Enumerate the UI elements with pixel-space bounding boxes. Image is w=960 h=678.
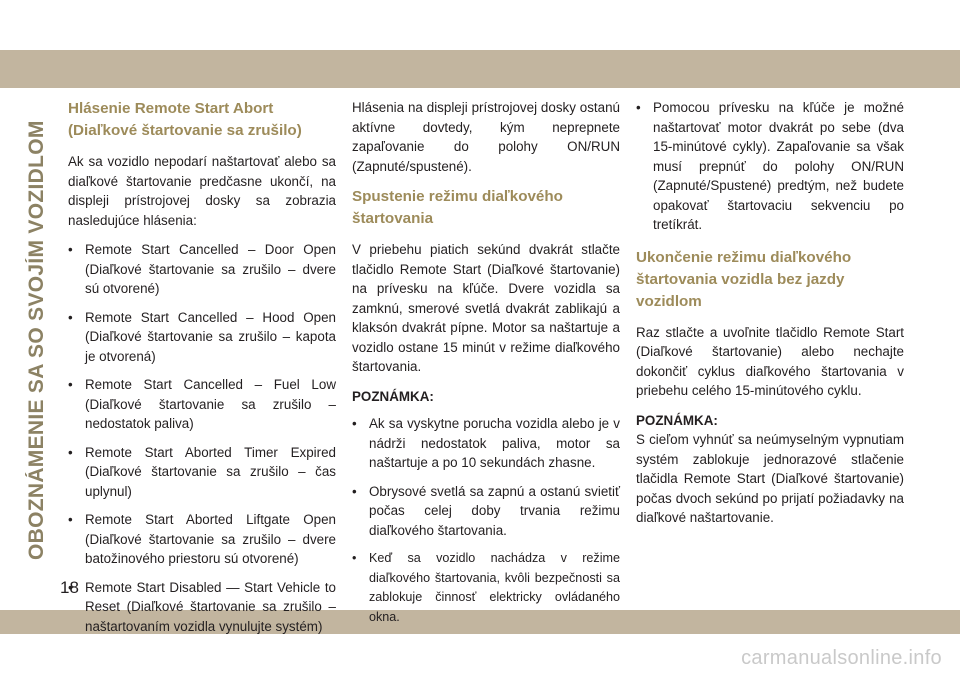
- abort-message-list: [68, 240, 336, 636]
- heading-end-remote-mode: Ukončenie režimu diaľkového štartovania vozidla bez jazdy vozidlom: [636, 248, 852, 310]
- heading-start-remote-mode: Spustenie režimu diaľkového štartovania: [352, 188, 563, 227]
- watermark-text: carmanualsonline.info: [741, 647, 942, 669]
- intro-paragraph: Ak sa vozidlo nepodarí naštartovať alebo sa diaľkové štartovanie predčasne ukončí, na displeji prístrojovej dosky sa zobrazia nasledujúce hlásenia:: [68, 154, 336, 228]
- list-item: • Obrysové svetlá sa zapnú a ostanú svietiť počas celej doby trvania režimu diaľkového štartovania.: [352, 482, 620, 541]
- column-2: [352, 98, 620, 636]
- list-item: • Remote Start Cancelled – Door Open (Diaľkové štartovanie sa zrušilo – dvere sú otvorené): [68, 240, 336, 299]
- messages-paragraph: Hlásenia na displeji prístrojovej dosky ostanú aktívne dovtedy, kým neprepnete zapaľovanie do polohy ON/RUN (Zapnuté/spustené).: [352, 100, 620, 174]
- list-item: • Ak sa vyskytne porucha vozidla alebo je v nádrži nedostatok paliva, motor sa naštartuje a po 10 sekundách zhasne.: [352, 414, 620, 473]
- list-item: • Keď sa vozidlo nachádza v režime diaľkového štartovania, kvôli bezpečnosti sa zablokuje činnosť elektricky ovládaného okna.: [352, 549, 620, 627]
- section-sidebar-title: OBOZNÁMENIE SA SO SVOJÍM VOZIDLOM: [25, 120, 48, 560]
- list-item: • Remote Start Disabled — Start Vehicle to Reset (Diaľkové štartovanie sa zrušilo – naštartovaním vozidla vynulujte systém): [68, 578, 336, 637]
- start-cycle-list: [636, 98, 904, 235]
- list-item: • Pomocou prívesku na kľúče je možné naštartovať motor dvakrát po sebe (dva 15-minútové cykly). Zapaľovanie sa však musí prepnúť do polohy ON/RUN (Zapnuté/Spustené) predtým, než budete opakovať štartovaciu sekvenciu po tretíkrát.: [636, 98, 904, 235]
- end-instructions-paragraph: Raz stlačte a uvoľnite tlačidlo Remote Start (Diaľkové štartovanie) alebo nechajte dokončiť cyklus diaľkového štartovania v priebehu celého 15-minútového cyklu.: [636, 324, 904, 398]
- start-instructions-paragraph: V priebehu piatich sekúnd dvakrát stlačte tlačidlo Remote Start (Diaľkové štartovanie) na prívesku na kľúče. Dvere vozidla sa zamknú, smerové svetlá dvakrát zablikajú a klaksón dvakrát pípne. Motor sa naštartuje a vozidlo ostane 15 minút v režime diaľkového štartovania.: [352, 242, 620, 374]
- column-1: [68, 98, 336, 645]
- note-label: POZNÁMKA:: [636, 412, 718, 428]
- list-item: • Remote Start Aborted Liftgate Open (Diaľkové štartovanie sa zrušilo – dvere batožinového priestoru sú otvorené): [68, 510, 336, 569]
- list-item: • Remote Start Cancelled – Fuel Low (Diaľkové štartovanie sa zrušilo – nedostatok paliva): [68, 375, 336, 434]
- note-list: [352, 414, 620, 627]
- note-paragraph: S cieľom vyhnúť sa neúmyselným vypnutiam systém zablokuje jednorazové stlačenie tlačidla Remote Start (Diaľkové štartovanie) počas dvoch sekúnd po prijatí požiadavky na diaľkové naštartovanie.: [636, 432, 904, 525]
- column-3: [636, 98, 904, 538]
- note-label: POZNÁMKA:: [352, 388, 434, 404]
- list-item: • Remote Start Aborted Timer Expired (Diaľkové štartovanie sa zrušilo – čas uplynul): [68, 443, 336, 502]
- list-item: • Remote Start Cancelled – Hood Open (Diaľkové štartovanie sa zrušilo – kapota je otvorená): [68, 308, 336, 367]
- page-number: 18: [60, 578, 79, 597]
- header-band: [0, 50, 960, 88]
- heading-remote-start-abort: Hlásenie Remote Start Abort (Diaľkové štartovanie sa zrušilo): [68, 100, 302, 139]
